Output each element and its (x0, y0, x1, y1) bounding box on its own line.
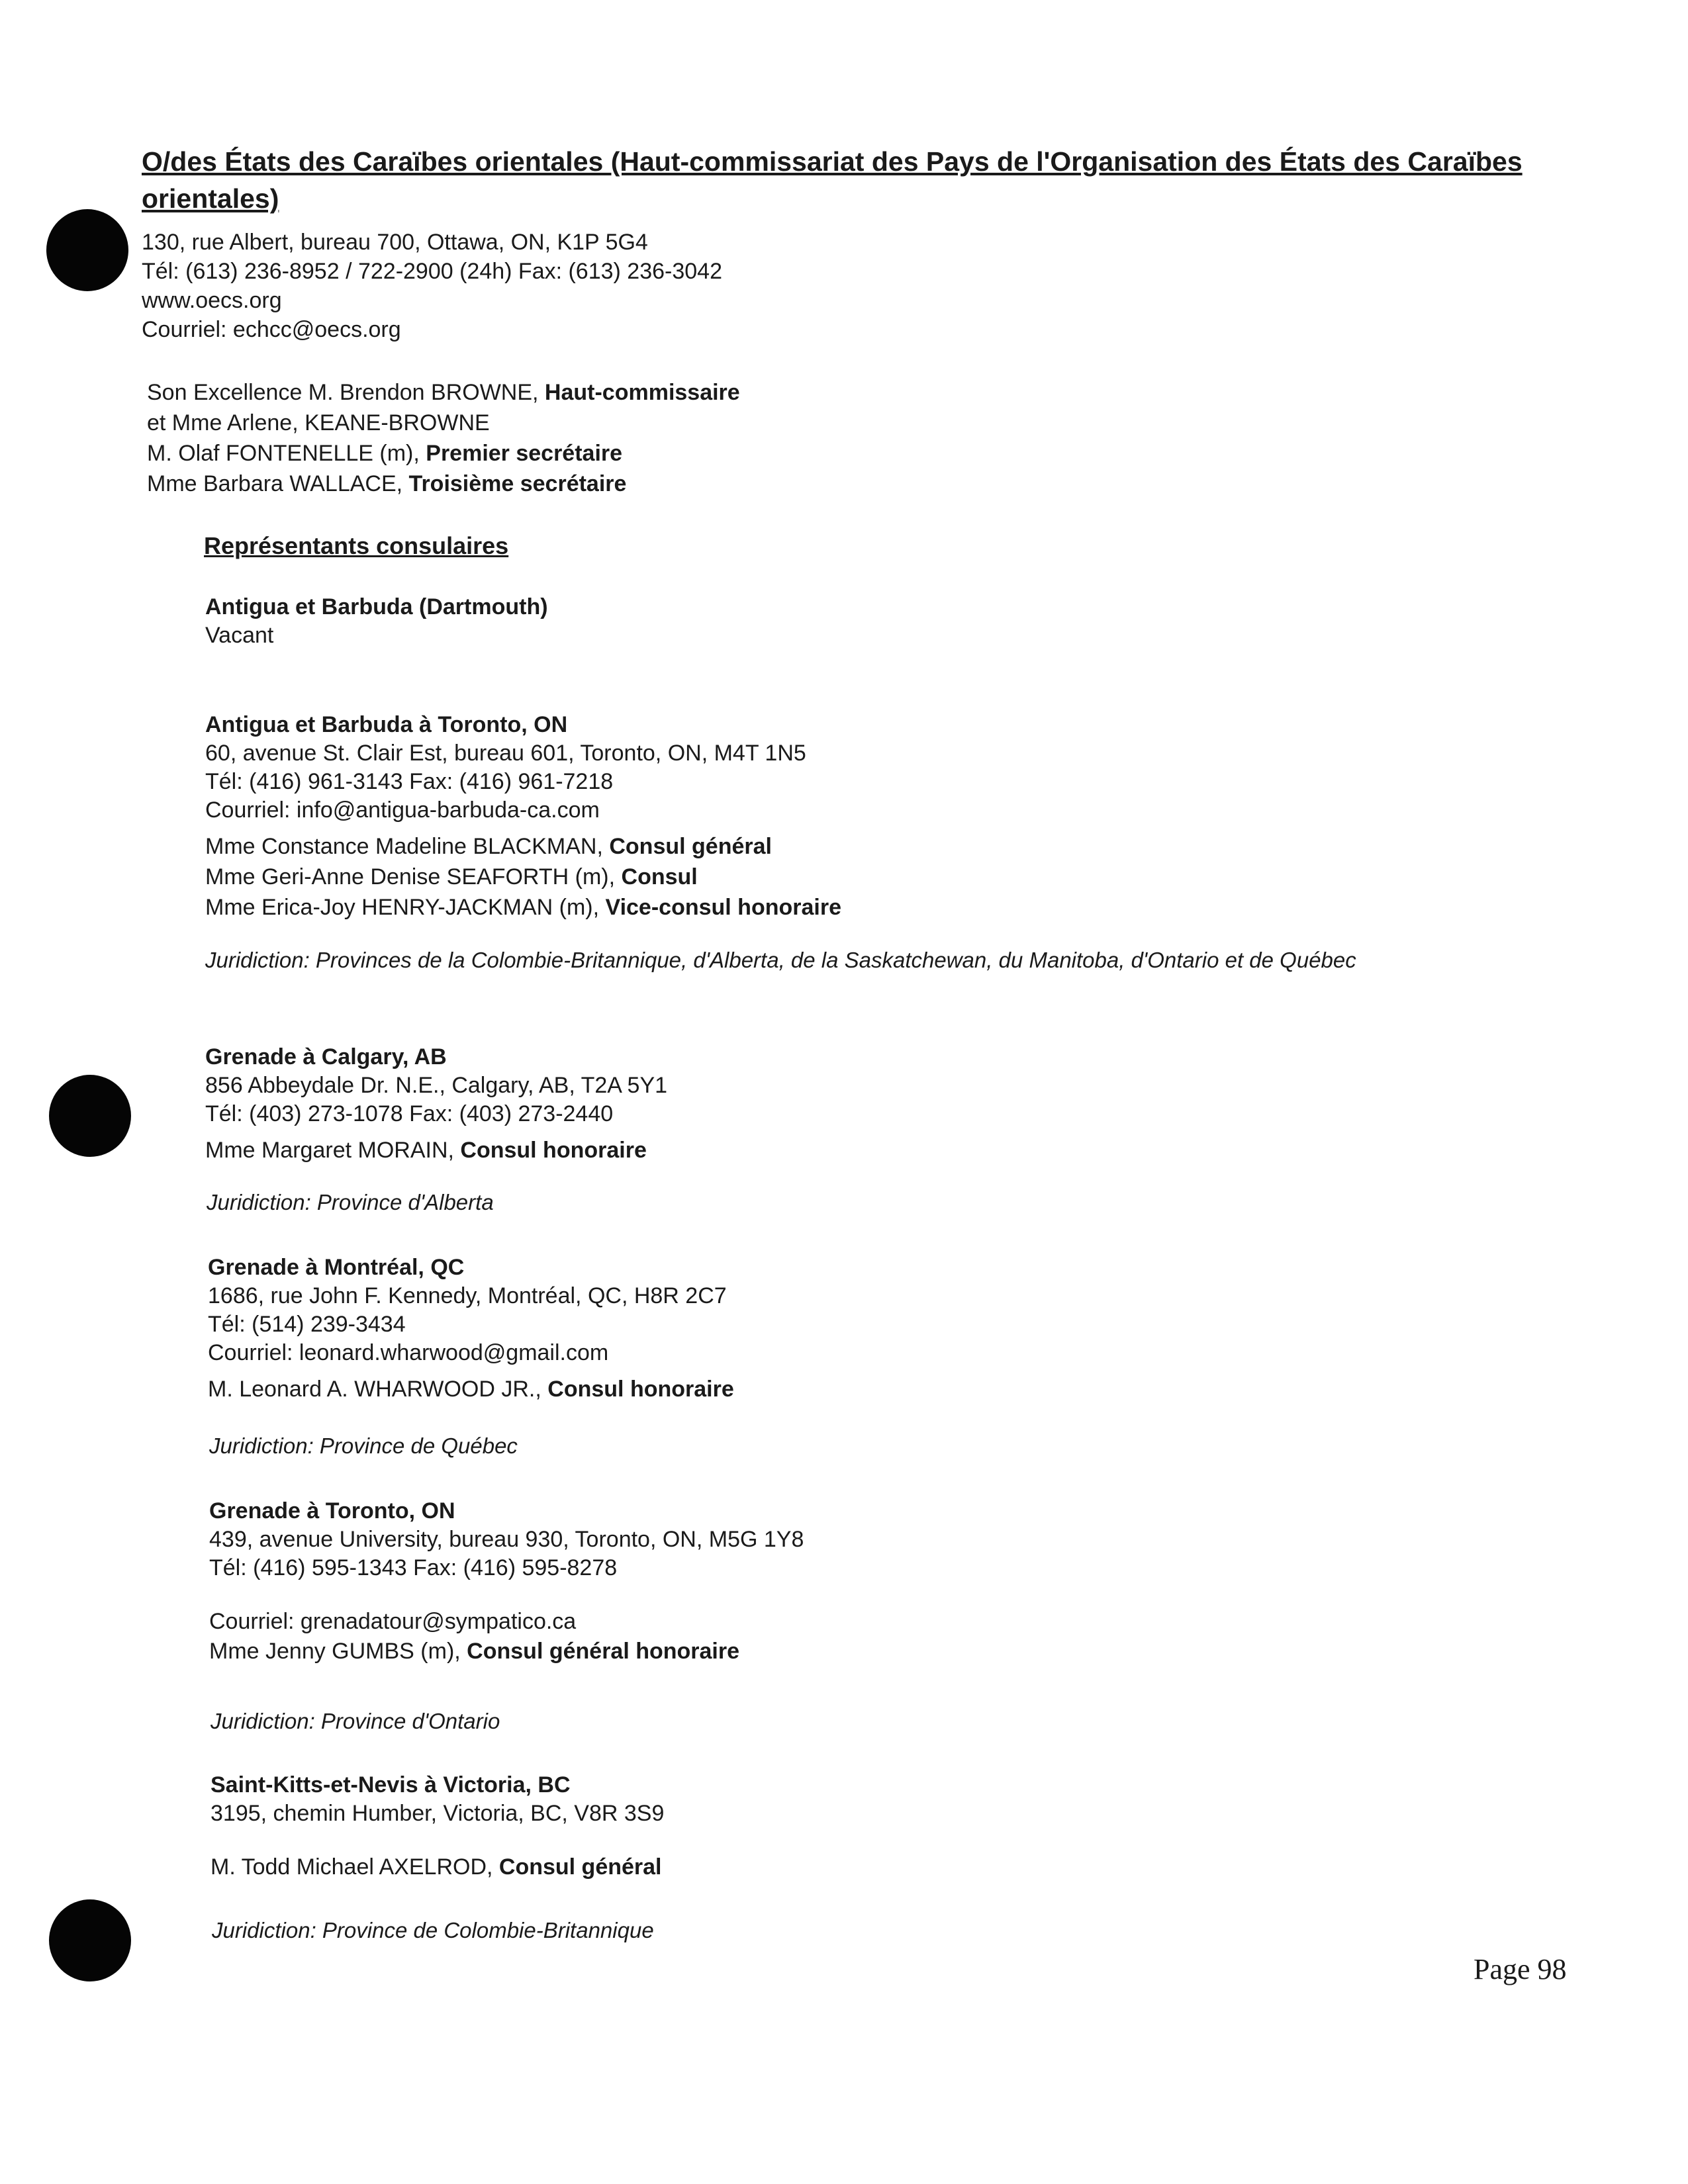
consulate-address: 60, avenue St. Clair Est, bureau 601, Toronto, ON, M4T 1N5 (205, 741, 806, 766)
punch-hole (49, 1899, 131, 1981)
staff-row (147, 377, 740, 408)
staff-role: Consul général (609, 834, 772, 859)
staff-role: Consul (621, 864, 698, 889)
punch-hole (46, 209, 128, 291)
staff-name: Mme Barbara WALLACE, (147, 471, 409, 496)
mission-staff-list (147, 377, 740, 499)
staff-name: Mme Jenny GUMBS (m), (209, 1639, 467, 1664)
consular-heading: Représentants consulaires (204, 532, 509, 559)
staff-role: Haut-commissaire (544, 380, 740, 405)
staff-name: Mme Constance Madeline BLACKMAN, (205, 834, 610, 859)
consulate-staff (208, 1374, 734, 1404)
staff-name: Mme Margaret MORAIN, (205, 1138, 461, 1163)
consulate-phone: Tél: (514) 239-3434 (208, 1312, 406, 1337)
staff-name: et Mme Arlene, KEANE-BROWNE (147, 410, 490, 435)
staff-role: Consul général honoraire (467, 1639, 740, 1664)
consulate-phone: Tél: (416) 961-3143 Fax: (416) 961-7218 (205, 769, 614, 794)
consulate-staff (205, 1135, 667, 1165)
staff-row (147, 469, 740, 499)
staff-name: M. Leonard A. WHARWOOD JR., (208, 1377, 548, 1402)
page-title: O/des États des Caraïbes orientales (Haut-commissariat des Pays de l'Organisation des États des Caraïbes orientales) (142, 146, 1523, 214)
consulate-title: Antigua et Barbuda à Toronto, ON (205, 712, 568, 737)
staff-role: Consul honoraire (460, 1138, 647, 1163)
consulate-address: 3195, chemin Humber, Victoria, BC, V8R 3S9 (211, 1801, 665, 1826)
consulate-staff (211, 1852, 664, 1882)
consulate-title: Grenade à Montréal, QC (208, 1255, 465, 1280)
consulate-jurisdiction: Juridiction: Provinces de la Colombie-Britannique, d'Alberta, de la Saskatchewan, du Manitoba, d'Ontario et de Québec (205, 948, 1356, 972)
staff-name: M. Olaf FONTENELLE (m), (147, 441, 426, 466)
consulate-staff (209, 1636, 804, 1666)
mission-email[interactable]: Courriel: echcc@oecs.org (142, 317, 401, 342)
staff-role: Consul général (498, 1854, 662, 1880)
staff-row (209, 1636, 804, 1666)
consulate-block (205, 711, 841, 923)
consulate-block (205, 593, 548, 650)
staff-role: Troisième secrétaire (408, 471, 627, 496)
staff-name: M. Todd Michael AXELROD, (211, 1854, 499, 1880)
consulate-email[interactable]: Courriel: info@antigua-barbuda-ca.com (205, 797, 600, 823)
consulate-title: Saint-Kitts-et-Nevis à Victoria, BC (211, 1772, 571, 1797)
consulate-block (209, 1497, 804, 1666)
consulate-block (211, 1771, 664, 1882)
mission-phone: Tél: (613) 236-8952 / 722-2900 (24h) Fax: (613) 236-3042 (142, 259, 722, 284)
punch-hole (49, 1075, 131, 1157)
consulate-title: Antigua et Barbuda (Dartmouth) (205, 594, 548, 619)
consulate-address: 439, avenue University, bureau 930, Toronto, ON, M5G 1Y8 (209, 1527, 804, 1552)
staff-name: Son Excellence M. Brendon BROWNE, (147, 380, 545, 405)
consulate-jurisdiction: Juridiction: Province d'Ontario (211, 1709, 500, 1733)
staff-row (147, 408, 740, 438)
consulate-jurisdiction: Juridiction: Province de Colombie-Britannique (212, 1918, 654, 1942)
consulate-phone: Tél: (416) 595-1343 Fax: (416) 595-8278 (209, 1555, 618, 1580)
consulate-status: Vacant (205, 623, 274, 648)
consulate-email[interactable]: Courriel: grenadatour@sympatico.ca (209, 1609, 577, 1634)
staff-role: Vice-consul honoraire (605, 895, 841, 920)
consulate-staff (205, 831, 841, 923)
consulate-email[interactable]: Courriel: leonard.wharwood@gmail.com (208, 1340, 609, 1365)
consulate-title: Grenade à Toronto, ON (209, 1498, 455, 1524)
page-number: Page 98 (1474, 1953, 1567, 1985)
mission-contact (142, 228, 722, 344)
consulate-jurisdiction: Juridiction: Province d'Alberta (207, 1190, 494, 1214)
staff-row (205, 831, 841, 862)
consulate-block (205, 1043, 667, 1165)
staff-name: Mme Erica-Joy HENRY-JACKMAN (m), (205, 895, 606, 920)
consulate-phone: Tél: (403) 273-1078 Fax: (403) 273-2440 (205, 1101, 614, 1126)
staff-row (205, 892, 841, 923)
mission-website[interactable]: www.oecs.org (142, 288, 282, 313)
staff-row (147, 438, 740, 469)
staff-row (205, 862, 841, 892)
staff-role: Consul honoraire (547, 1377, 734, 1402)
staff-row (211, 1852, 664, 1882)
consulate-title: Grenade à Calgary, AB (205, 1044, 447, 1069)
staff-name: Mme Geri-Anne Denise SEAFORTH (m), (205, 864, 622, 889)
consulate-jurisdiction: Juridiction: Province de Québec (209, 1433, 518, 1458)
consulate-address: 856 Abbeydale Dr. N.E., Calgary, AB, T2A 5Y1 (205, 1073, 668, 1098)
consulate-address: 1686, rue John F. Kennedy, Montréal, QC, H8R 2C7 (208, 1283, 727, 1308)
mission-address: 130, rue Albert, bureau 700, Ottawa, ON, K1P 5G4 (142, 230, 648, 255)
consulate-block (208, 1253, 734, 1404)
staff-row (205, 1135, 667, 1165)
staff-role: Premier secrétaire (426, 441, 623, 466)
staff-row (208, 1374, 734, 1404)
